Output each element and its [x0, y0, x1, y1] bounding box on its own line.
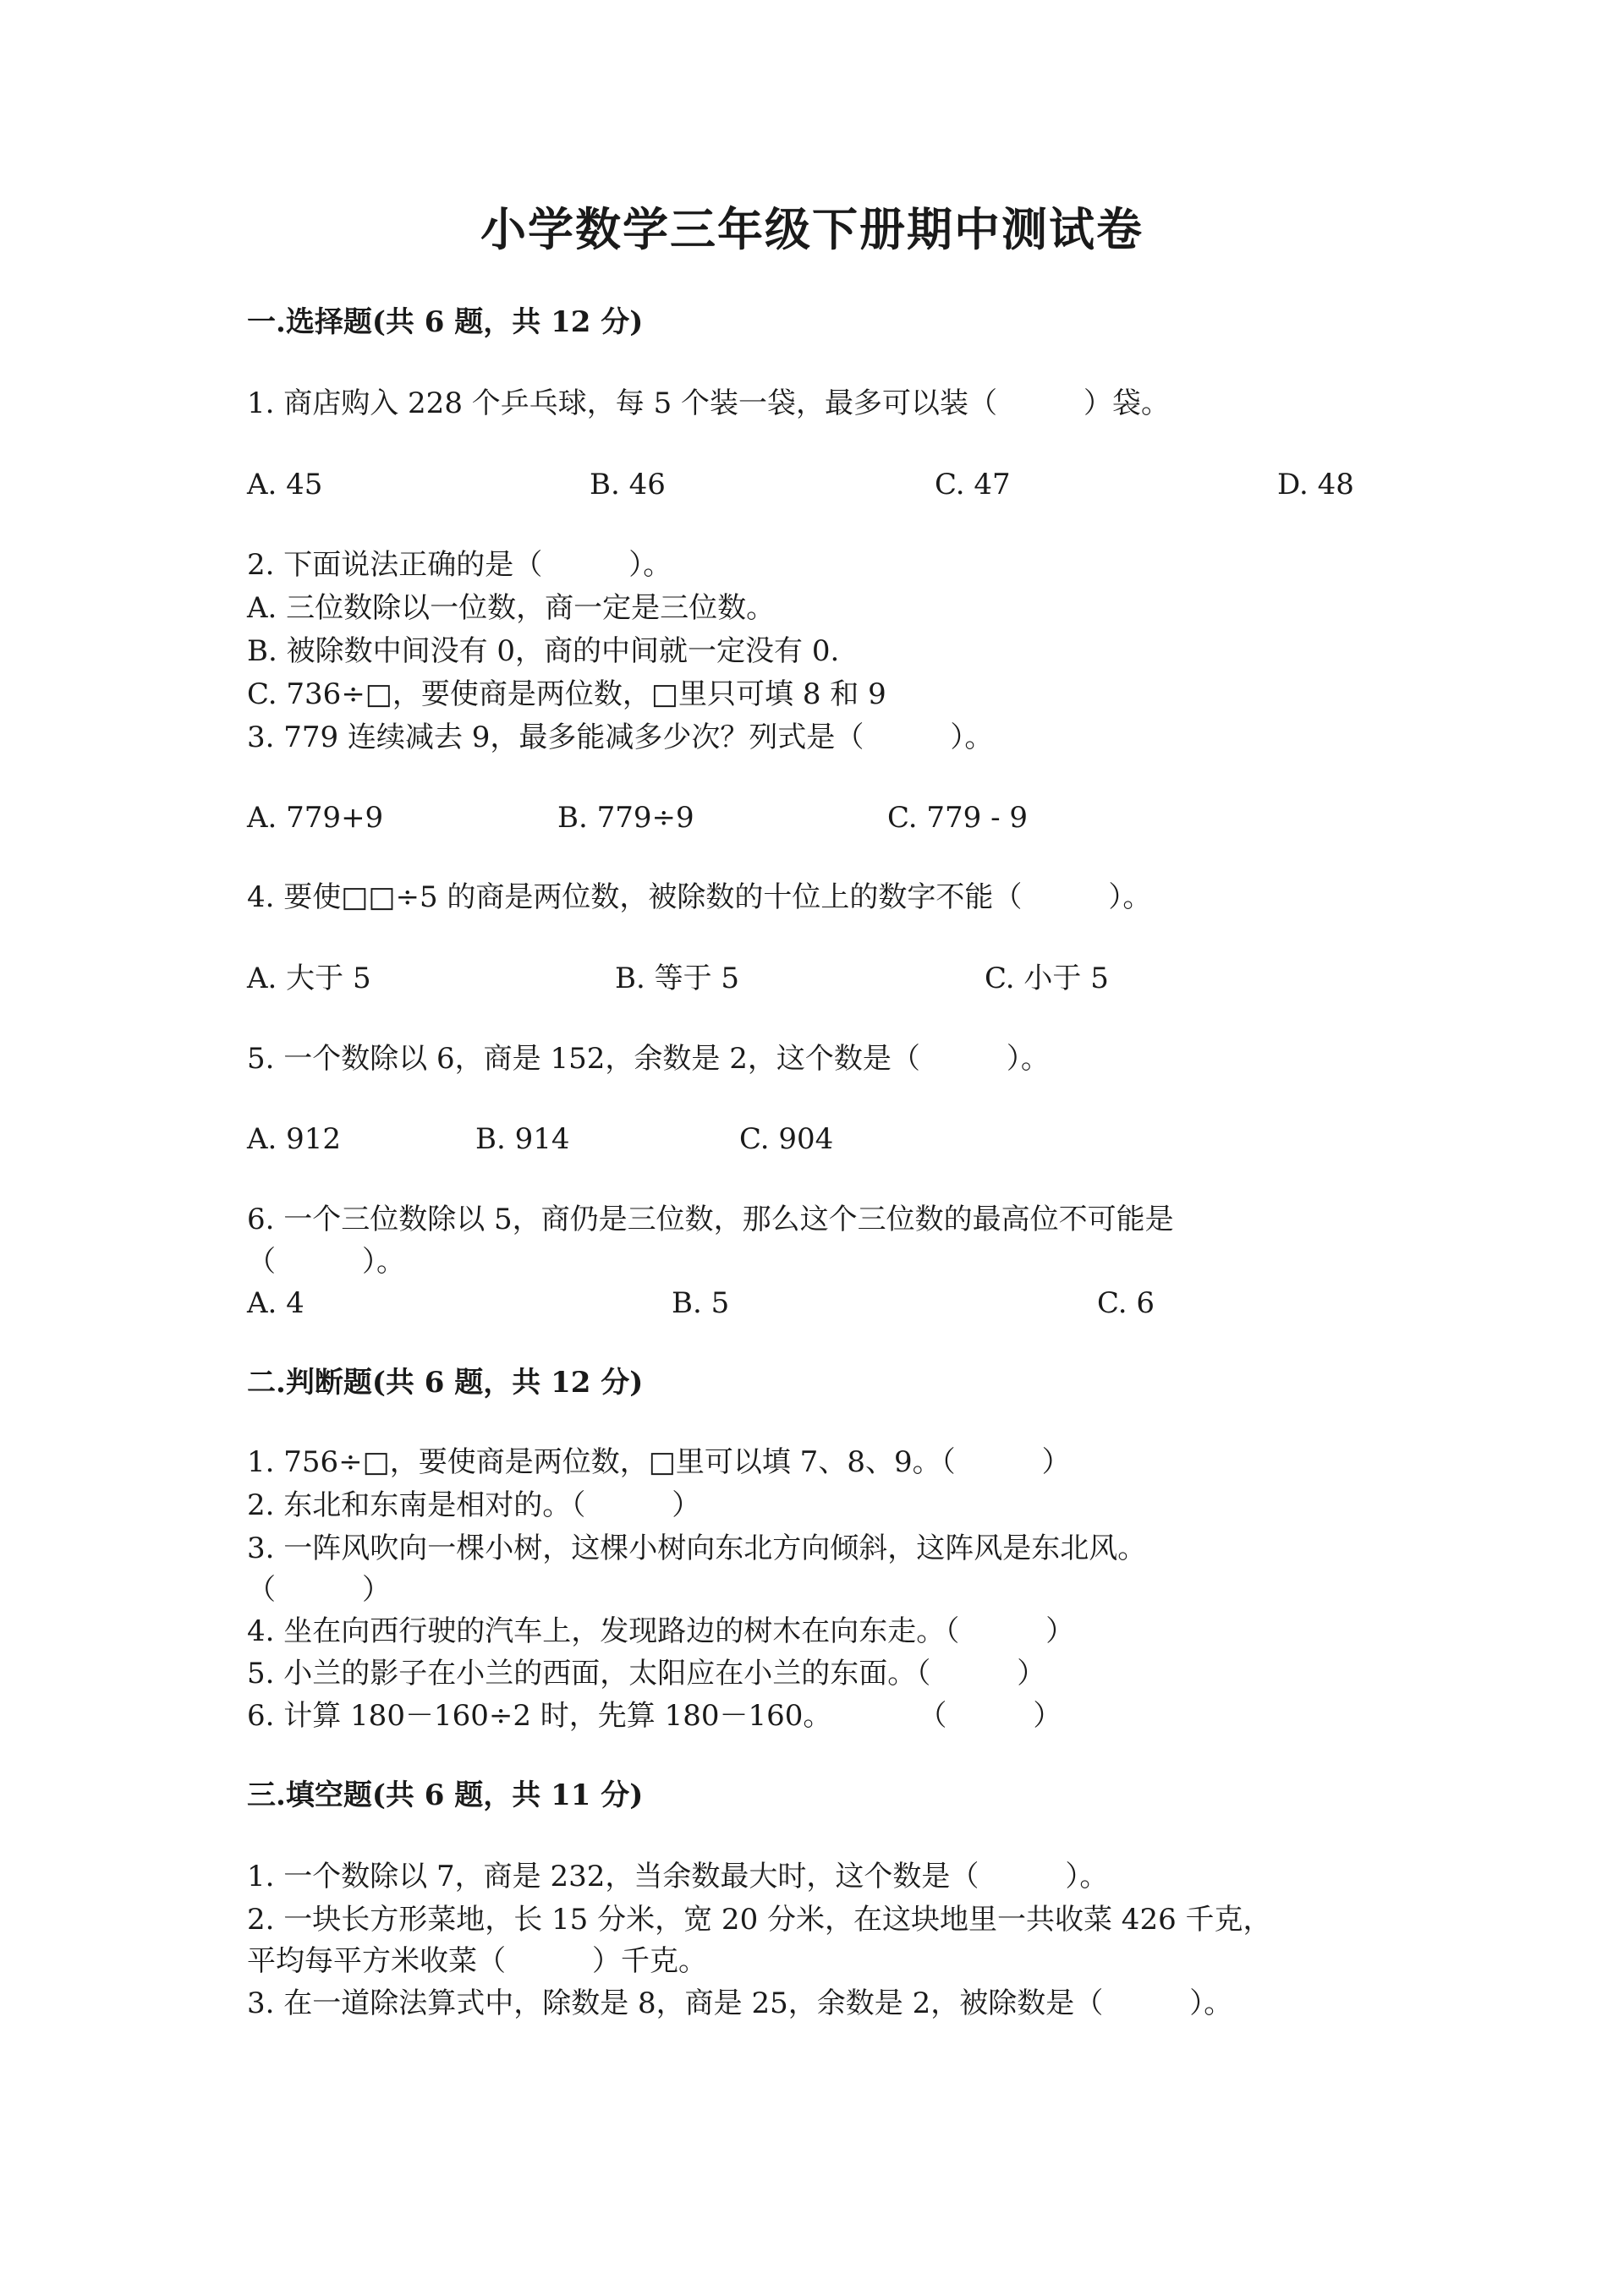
question-line: （ ）	[247, 1573, 391, 1607]
question-line: C. 736÷□，要使商是两位数，□里只可填 8 和 9	[247, 677, 886, 711]
question-line: 1. 756÷□，要使商是两位数，□里可以填 7、8、9。（ ）	[247, 1445, 1071, 1479]
question-line: 3. 一阵风吹向一棵小树，这棵小树向东北方向倾斜，这阵风是东北风。	[247, 1532, 1147, 1565]
question-line: B. 被除数中间没有 0，商的中间就一定没有 0.	[247, 634, 840, 668]
question-line: 1. 一个数除以 7，商是 232，当余数最大时，这个数是（ ）。	[247, 1860, 1109, 1893]
question-line: 3. 在一道除法算式中，除数是 8，商是 25，余数是 2，被除数是（ ）。	[247, 1986, 1233, 2020]
option-b: B. 5	[672, 1286, 730, 1320]
section-heading-judge: 二.判断题(共 6 题，共 12 分)	[247, 1366, 644, 1400]
question-line: （ ）。	[247, 1245, 405, 1279]
option-c: C. 904	[739, 1122, 834, 1156]
option-a: A. 912	[247, 1122, 342, 1156]
question-line: 5. 一个数除以 6，商是 152，余数是 2，这个数是（ ）。	[247, 1042, 1050, 1076]
question-line: A. 三位数除以一位数，商一定是三位数。	[247, 591, 776, 625]
section-heading-choice: 一.选择题(共 6 题，共 12 分)	[247, 305, 644, 339]
page-title: 小学数学三年级下册期中测试卷	[480, 202, 1144, 256]
option-b: B. 46	[590, 468, 666, 501]
option-a: A. 4	[247, 1286, 304, 1320]
question-line: 1. 商店购入 228 个乒乓球，每 5 个装一袋，最多可以装（ ）袋。	[247, 386, 1171, 420]
section-heading-fill: 三.填空题(共 6 题，共 11 分)	[247, 1778, 644, 1812]
option-b: B. 等于 5	[615, 962, 740, 995]
question-line: 2. 下面说法正确的是（ ）。	[247, 548, 672, 582]
question-line: 3. 779 连续减去 9，最多能减多少次？列式是（ ）。	[247, 721, 994, 754]
option-c: C. 小于 5	[985, 962, 1109, 995]
option-c: C. 47	[935, 468, 1011, 501]
question-line: 6. 计算 180－160÷2 时，先算 180－160。 （ ）	[247, 1699, 1062, 1733]
option-d: D. 48	[1277, 468, 1354, 501]
question-line: 4. 要使□□÷5 的商是两位数，被除数的十位上的数字不能（ ）。	[247, 880, 1152, 914]
option-b: B. 779÷9	[557, 801, 694, 835]
option-c: C. 779 - 9	[887, 801, 1029, 835]
option-a: A. 45	[247, 468, 323, 501]
question-line: 平均每平方米收菜（ ）千克。	[247, 1944, 707, 1978]
question-line: 5. 小兰的影子在小兰的西面，太阳应在小兰的东面。（ ）	[247, 1657, 1046, 1690]
question-line: 2. 东北和东南是相对的。（ ）	[247, 1488, 701, 1522]
question-line: 2. 一块长方形菜地，长 15 分米，宽 20 分米，在这块地里一共收菜 426 千克，	[247, 1903, 1272, 1937]
option-b: B. 914	[475, 1122, 570, 1156]
question-line: 4. 坐在向西行驶的汽车上，发现路边的树木在向东走。（ ）	[247, 1614, 1075, 1648]
option-a: A. 779+9	[247, 801, 384, 835]
option-a: A. 大于 5	[247, 962, 371, 995]
option-c: C. 6	[1097, 1286, 1155, 1320]
question-line: 6. 一个三位数除以 5，商仍是三位数，那么这个三位数的最高位不可能是	[247, 1203, 1174, 1236]
